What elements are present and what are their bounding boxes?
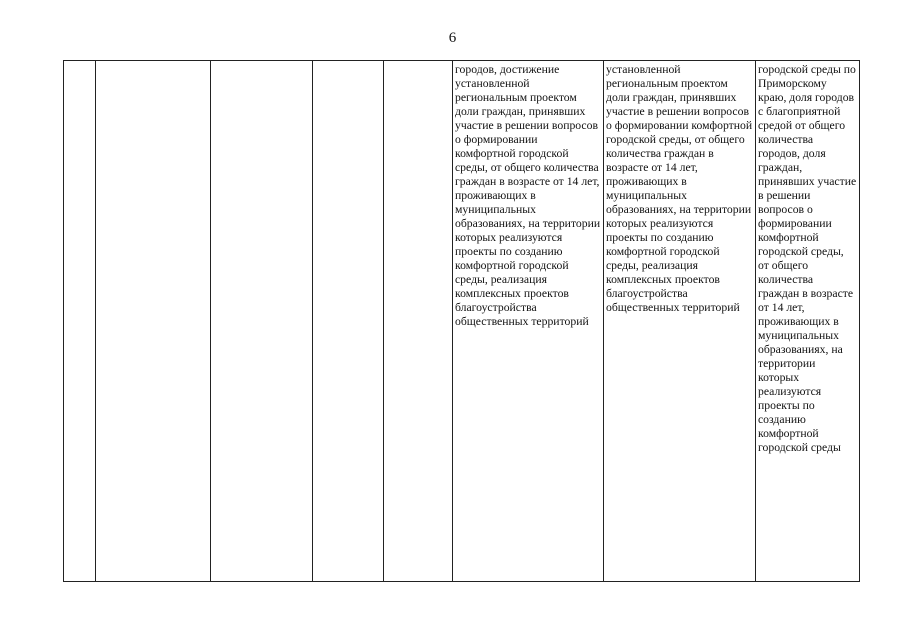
table-cell-6: городов, достижение установленной региональным проектом доли граждан, принявших участие в решении вопросов о формировании комфортной городской среды, от общего количества граждан в возрасте от 14 лет, проживающих в муниципальных образованиях, на территории которых реализуются проекты по созданию комфортной городской среды, реализация комплексных проектов благоустройства общественных территорий [453, 61, 604, 582]
table-cell-4 [313, 61, 384, 582]
table-cell-5 [384, 61, 453, 582]
page-number: 6 [448, 30, 457, 46]
table-cell-1 [64, 61, 96, 582]
table-cell-8: городской среды по Приморскому краю, доля городов с благоприятной средой от общего количества городов, доля граждан, принявших участие в решении вопросов о формировании комфортной городской среды, от общего количества граждан в возрасте от 14 лет, проживающих в муниципальных образованиях, на территории которых реализуются проекты по созданию комфортной городской среды [756, 61, 860, 582]
table-cell-7: установленной региональным проектом доли граждан, принявших участие в решении вопросов о формировании комфортной городской среды, от общего количества граждан в возрасте от 14 лет, проживающих в муниципальных образованиях, на территории которых реализуются проекты по созданию комфортной городской среды, реализация комплексных проектов благоустройства общественных территорий [604, 61, 756, 582]
document-table [63, 60, 860, 582]
table-cell-3 [211, 61, 313, 582]
table-cell-2 [96, 61, 211, 582]
table-row [64, 61, 860, 582]
